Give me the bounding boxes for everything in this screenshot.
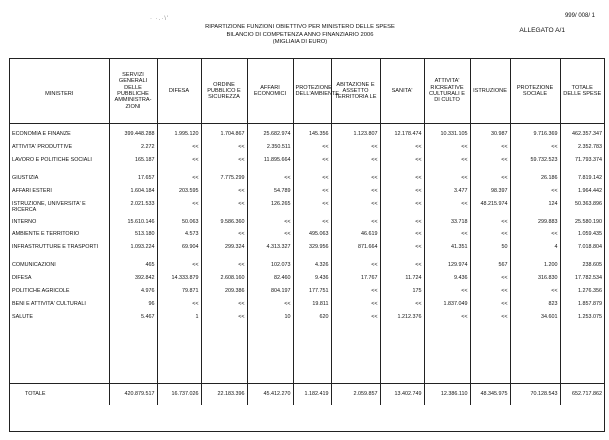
table-cell: 1.604.184 <box>109 187 157 200</box>
table-row <box>10 143 604 156</box>
table-cell: 513.180 <box>109 230 157 243</box>
ministry-name: AMBIENTE E TERRITORIO <box>12 231 80 238</box>
table-cell: 12.386.110 <box>424 383 470 405</box>
table-cell: 1.059.435 <box>560 230 604 243</box>
table-cell: 871.664 <box>331 243 380 261</box>
table-row <box>10 313 604 326</box>
table-cell: << <box>331 287 380 300</box>
table-cell: 7.018.804 <box>560 243 604 261</box>
table-cell: << <box>380 187 424 200</box>
table-cell: << <box>510 287 560 300</box>
table-cell: 329.956 <box>293 243 331 261</box>
table-cell: 16.737.026 <box>157 383 201 405</box>
table-cell: << <box>470 143 510 156</box>
table-cell: 17.782.534 <box>560 274 604 287</box>
table-cell: << <box>293 200 331 218</box>
table-cell: 465 <box>109 261 157 274</box>
table-row <box>10 174 604 187</box>
table-cell: << <box>201 230 247 243</box>
table-cell: 4.573 <box>157 230 201 243</box>
table-cell: 10.331.105 <box>424 130 470 143</box>
table-cell: 9.716.369 <box>510 130 560 143</box>
table-row <box>10 200 604 218</box>
ministry-name: POLITICHE AGRICOLE <box>12 288 70 295</box>
table-cell: 316.830 <box>510 274 560 287</box>
spacer-cell <box>201 326 247 384</box>
table-cell: << <box>470 230 510 243</box>
spacer-cell <box>470 326 510 384</box>
table-cell: << <box>510 187 560 200</box>
table-cell: << <box>247 218 293 231</box>
ministry-name: ECONOMIA E FINANZE <box>12 131 71 137</box>
table-row <box>10 230 604 243</box>
table-cell: << <box>201 143 247 156</box>
table-cell: 1.995.120 <box>157 130 201 143</box>
table-cell: << <box>380 143 424 156</box>
table-cell: << <box>470 287 510 300</box>
table-cell: 1.837.049 <box>424 300 470 313</box>
table-cell: 392.842 <box>109 274 157 287</box>
table-cell: << <box>293 143 331 156</box>
table-cell: 69.904 <box>157 243 201 261</box>
ministry-name: AFFARI ESTERI <box>12 187 52 194</box>
document-title <box>175 24 425 47</box>
spacer-cell <box>331 326 380 384</box>
spacer-cell <box>109 326 157 384</box>
table-cell: << <box>201 313 247 326</box>
table-cell: << <box>424 230 470 243</box>
table-cell: 45.412.270 <box>247 383 293 405</box>
ministry-name: ATTIVITA' PRODUTTIVE <box>12 143 73 150</box>
table-cell: << <box>424 174 470 187</box>
table-cell: 71.793.374 <box>560 156 604 174</box>
spacer-cell <box>157 326 201 384</box>
table-row <box>10 156 604 174</box>
col-header-affari-economici: AFFARI ECONOMICI <box>247 59 293 124</box>
table-cell: << <box>470 174 510 187</box>
table-cell: 5.467 <box>109 313 157 326</box>
table-cell: 495.063 <box>293 230 331 243</box>
table-cell: 11.895.664 <box>247 156 293 174</box>
spacer-cell <box>10 326 109 384</box>
table-cell: << <box>380 261 424 274</box>
table-cell: 1.093.224 <box>109 243 157 261</box>
table-cell: 420.879.517 <box>109 383 157 405</box>
table-cell: 50.063 <box>157 218 201 231</box>
table-cell: 4.313.327 <box>247 243 293 261</box>
table-cell: 50 <box>470 243 510 261</box>
col-header-abitazione: ABITAZIONE E ASSETTO TERRITORIA LE <box>331 59 380 124</box>
table-cell: 11.724 <box>380 274 424 287</box>
ministry-name: GIUSTIZIA <box>12 174 39 181</box>
ministry-name: INTERNO <box>12 218 37 225</box>
col-header-sanita: SANITA' <box>380 59 424 124</box>
table-cell: 203.595 <box>157 187 201 200</box>
ministry-name: INFRASTRUTTURE E TRASPORTI <box>12 244 99 251</box>
table-cell: 124 <box>510 200 560 218</box>
table-cell: << <box>157 200 201 218</box>
table-cell: 25.580.190 <box>560 218 604 231</box>
table-cell: 3.477 <box>424 187 470 200</box>
table-cell: 1.857.879 <box>560 300 604 313</box>
table-cell: << <box>201 300 247 313</box>
table-cell: << <box>293 156 331 174</box>
table-cell: 13.402.749 <box>380 383 424 405</box>
total-row <box>10 383 604 405</box>
table-cell: 2.272 <box>109 143 157 156</box>
table-cell: 1.212.376 <box>380 313 424 326</box>
col-header-ordine-pubblico: ORDINE PUBBLICO E SICUREZZA <box>201 59 247 124</box>
table-cell: 30.987 <box>470 130 510 143</box>
table-cell: << <box>380 200 424 218</box>
table-cell: 34.601 <box>510 313 560 326</box>
table-cell: 48.345.975 <box>470 383 510 405</box>
table-cell: 14.333.879 <box>157 274 201 287</box>
scan-mark: · ·.·\' <box>150 16 170 22</box>
table-cell: 7.775.299 <box>201 174 247 187</box>
table-row <box>10 218 604 231</box>
table-cell: 652.717.862 <box>560 383 604 405</box>
table-row <box>10 187 604 200</box>
table-cell: 1.276.356 <box>560 287 604 300</box>
table-row <box>10 130 604 143</box>
table-cell: << <box>424 156 470 174</box>
table-cell: << <box>380 156 424 174</box>
table-cell: 145.356 <box>293 130 331 143</box>
table-cell: 1.253.075 <box>560 313 604 326</box>
table-cell: << <box>157 143 201 156</box>
table-cell: << <box>470 274 510 287</box>
table-cell: 54.789 <box>247 187 293 200</box>
table-cell: 1.200 <box>510 261 560 274</box>
ministry-name: BENI E ATTIVITA' CULTURALI <box>12 301 86 308</box>
table-cell: 129.974 <box>424 261 470 274</box>
table-cell: 59.732.523 <box>510 156 560 174</box>
ministry-name: TOTALE <box>10 383 109 405</box>
table-row <box>10 261 604 274</box>
table-cell: << <box>201 156 247 174</box>
table-cell: << <box>331 200 380 218</box>
table-cell: 399.448.288 <box>109 130 157 143</box>
table-cell: 823 <box>510 300 560 313</box>
table-cell: << <box>331 187 380 200</box>
table-cell: 12.178.474 <box>380 130 424 143</box>
table-cell: 567 <box>470 261 510 274</box>
ministry-name: LAVORO E POLITICHE SOCIALI <box>12 156 92 163</box>
table-cell: << <box>293 218 331 231</box>
table-cell: 1.964.442 <box>560 187 604 200</box>
table-cell: 299.883 <box>510 218 560 231</box>
table-cell: 2.352.783 <box>560 143 604 156</box>
page-number: 999/ 008/ 1 <box>564 13 595 19</box>
table-cell: 1.182.419 <box>293 383 331 405</box>
ministry-name: DIFESA <box>12 275 32 282</box>
table-cell: << <box>424 287 470 300</box>
col-header-difesa: DIFESA <box>157 59 201 124</box>
col-header-servizi-generali: SERVIZI GENERALI DELLE PUBBLICHE AMMINISTRA-ZIONI <box>109 59 157 124</box>
spending-table-frame <box>9 58 605 432</box>
col-header-totale: TOTALE DELLE SPESE <box>560 59 604 124</box>
spacer-cell <box>560 326 604 384</box>
table-cell: 4 <box>510 243 560 261</box>
table-cell: << <box>201 200 247 218</box>
table-cell: 2.608.160 <box>201 274 247 287</box>
table-cell: 70.128.543 <box>510 383 560 405</box>
table-cell: 238.605 <box>560 261 604 274</box>
table-cell: << <box>247 230 293 243</box>
table-cell: 1.123.807 <box>331 130 380 143</box>
table-cell: 102.073 <box>247 261 293 274</box>
table-cell: << <box>157 261 201 274</box>
table-cell: 50.363.896 <box>560 200 604 218</box>
table-cell: 25.682.974 <box>247 130 293 143</box>
table-cell: << <box>424 143 470 156</box>
table-cell: 7.819.142 <box>560 174 604 187</box>
table-cell: << <box>424 313 470 326</box>
spacer-cell <box>247 326 293 384</box>
spacer-cell <box>424 326 470 384</box>
table-cell: 4.976 <box>109 287 157 300</box>
col-header-protezione-sociale: PROTEZIONE SOCIALE <box>510 59 560 124</box>
table-cell: 82.460 <box>247 274 293 287</box>
table-cell: << <box>293 187 331 200</box>
table-cell: 9.436 <box>424 274 470 287</box>
title-line-3: (MIGLIAIA DI EURO) <box>272 39 328 46</box>
table-cell: 2.021.533 <box>109 200 157 218</box>
table-cell: 299.324 <box>201 243 247 261</box>
table-cell: << <box>157 300 201 313</box>
table-cell: 9.436 <box>293 274 331 287</box>
table-cell: 209.386 <box>201 287 247 300</box>
filler-row <box>10 326 604 384</box>
table-cell: 26.186 <box>510 174 560 187</box>
table-cell: << <box>201 261 247 274</box>
table-cell: 17.767 <box>331 274 380 287</box>
table-cell: 9.586.360 <box>201 218 247 231</box>
table-cell: 79.871 <box>157 287 201 300</box>
table-cell: 804.197 <box>247 287 293 300</box>
table-cell: << <box>293 174 331 187</box>
table-cell: << <box>510 230 560 243</box>
table-cell: 96 <box>109 300 157 313</box>
table-cell: << <box>331 300 380 313</box>
spending-table <box>10 59 604 405</box>
table-cell: 165.187 <box>109 156 157 174</box>
table-cell: << <box>380 300 424 313</box>
table-cell: 33.718 <box>424 218 470 231</box>
table-cell: << <box>380 218 424 231</box>
table-row <box>10 274 604 287</box>
table-cell: << <box>470 313 510 326</box>
table-cell: << <box>510 143 560 156</box>
table-cell: 10 <box>247 313 293 326</box>
col-header-protezione-ambiente: PROTEZIONE DELL'AMBIENTE <box>293 59 331 124</box>
table-cell: 175 <box>380 287 424 300</box>
col-header-ministeri: MINISTERI <box>10 59 109 124</box>
table-cell: 46.619 <box>331 230 380 243</box>
table-cell: << <box>157 156 201 174</box>
table-cell: 126.265 <box>247 200 293 218</box>
table-cell: 22.183.396 <box>201 383 247 405</box>
table-cell: << <box>331 261 380 274</box>
table-cell: << <box>470 156 510 174</box>
table-cell: << <box>247 300 293 313</box>
table-cell: << <box>470 218 510 231</box>
col-header-istruzione: ISTRUZIONE <box>470 59 510 124</box>
title-line-2: BILANCIO DI COMPETENZA ANNO FINANZIARIO 2006 <box>226 31 374 38</box>
table-cell: 15.610.146 <box>109 218 157 231</box>
table-cell: << <box>380 174 424 187</box>
ministry-name: COMUNICAZIONI <box>12 262 56 269</box>
table-cell: << <box>380 243 424 261</box>
table-cell: 620 <box>293 313 331 326</box>
table-cell: << <box>331 218 380 231</box>
table-cell: 2.350.511 <box>247 143 293 156</box>
table-cell: 98.397 <box>470 187 510 200</box>
table-cell: << <box>380 230 424 243</box>
table-row <box>10 287 604 300</box>
table-cell: 17.657 <box>109 174 157 187</box>
table-cell: << <box>201 187 247 200</box>
ministry-name: SALUTE <box>12 313 33 320</box>
spacer-cell <box>380 326 424 384</box>
table-cell: << <box>331 156 380 174</box>
table-cell: 462.357.347 <box>560 130 604 143</box>
table-cell: << <box>157 174 201 187</box>
table-cell: << <box>331 313 380 326</box>
table-cell: << <box>247 174 293 187</box>
table-cell: << <box>331 143 380 156</box>
spacer-cell <box>293 326 331 384</box>
table-cell: 48.215.974 <box>470 200 510 218</box>
table-cell: 41.351 <box>424 243 470 261</box>
table-cell: 19.811 <box>293 300 331 313</box>
title-line-1: RIPARTIZIONE FUNZIONI OBIETTIVO PER MINISTERO DELLE SPESE <box>205 24 395 30</box>
table-cell: 2.059.857 <box>331 383 380 405</box>
table-cell: 1.704.867 <box>201 130 247 143</box>
table-cell: 177.751 <box>293 287 331 300</box>
ministry-name: ISTRUZIONE, UNIVERSITA' E RICERCA <box>12 200 86 213</box>
table-body <box>10 124 604 405</box>
table-cell: 4.326 <box>293 261 331 274</box>
table-row <box>10 243 604 261</box>
allegato-label: ALLEGATO A/1 <box>519 27 565 34</box>
table-cell: << <box>424 200 470 218</box>
table-row <box>10 300 604 313</box>
table-cell: << <box>331 174 380 187</box>
table-cell: 1 <box>157 313 201 326</box>
spacer-cell <box>510 326 560 384</box>
header-row <box>10 59 604 124</box>
table-cell: << <box>470 300 510 313</box>
col-header-attivita-ricreative: ATTIVITA' RICREATIVE CULTURALI E DI CULTO <box>424 59 470 124</box>
